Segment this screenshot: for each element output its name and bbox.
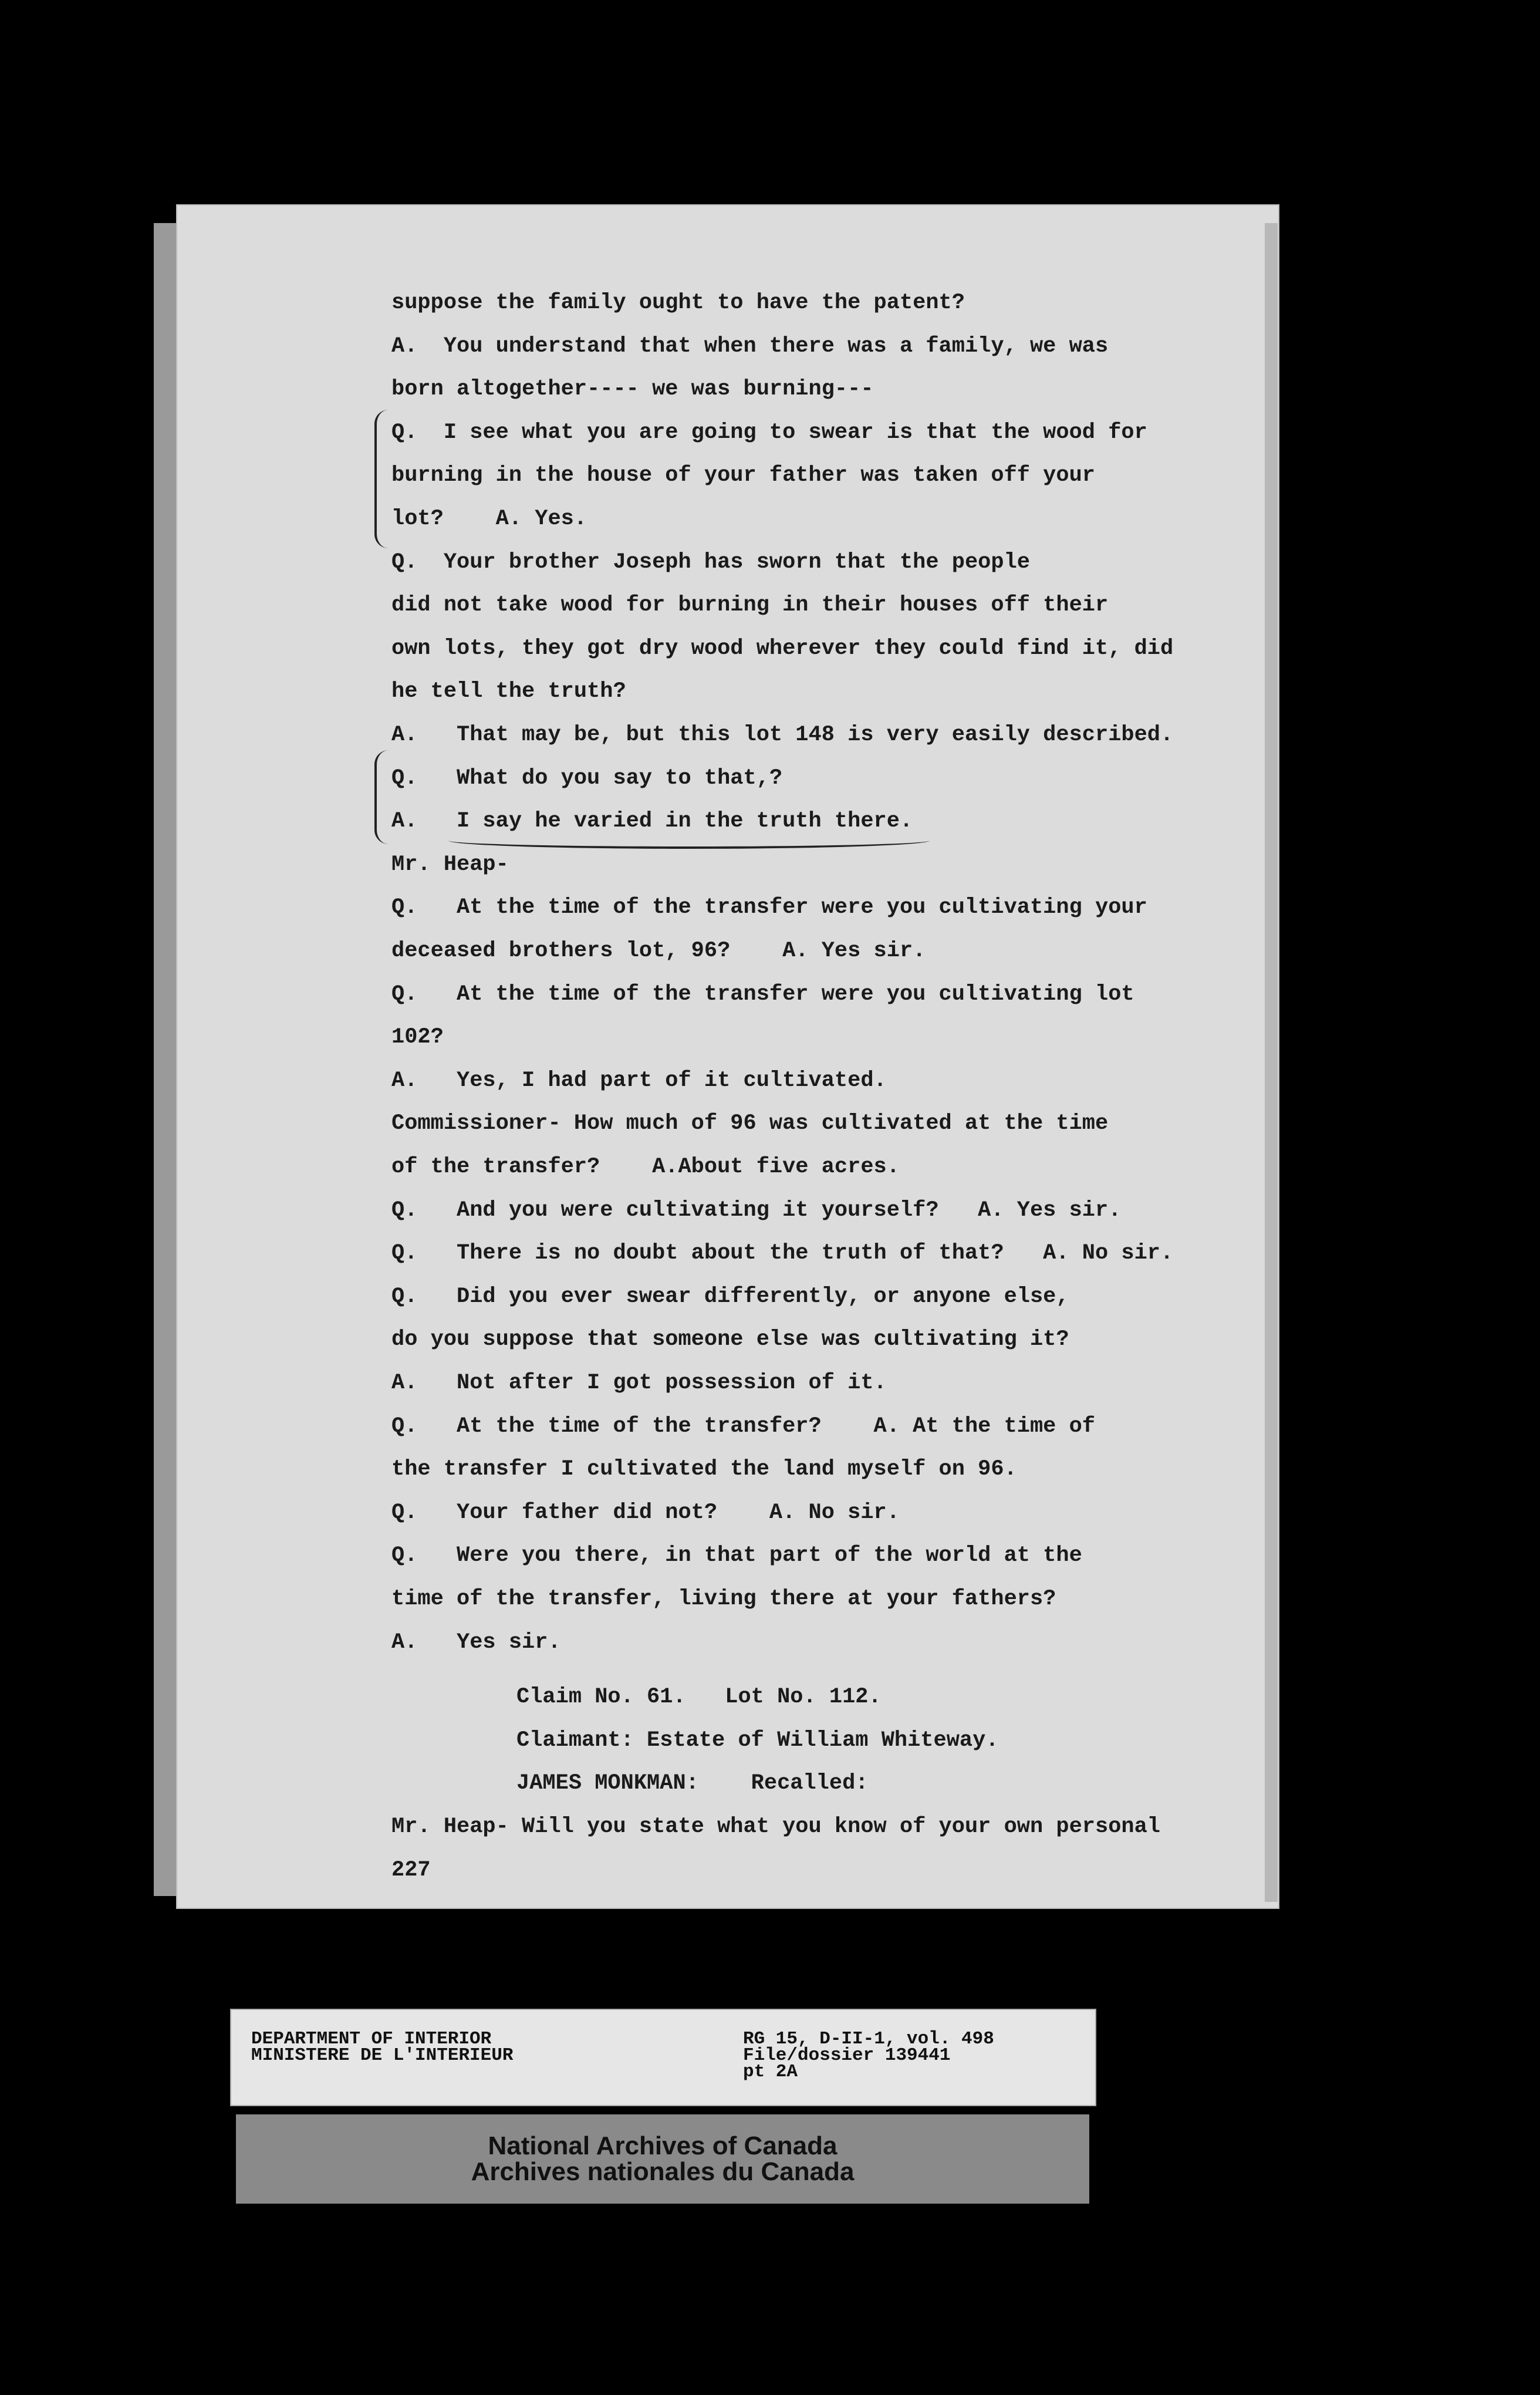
margin-bracket-1 [374, 410, 389, 548]
text-line: born altogether---- we was burning--- [391, 377, 874, 402]
document-page [177, 205, 1278, 1908]
text-line: the transfer I cultivated the land myself on 96. [391, 1457, 1017, 1482]
text-line: A. That may be, but this lot 148 is very easily described. [391, 723, 1174, 747]
text-line: deceased brothers lot, 96? A. Yes sir. [391, 939, 926, 963]
text-line: 102? [391, 1025, 444, 1050]
text-line: Commissioner- How much of 96 was cultivated at the time [391, 1111, 1109, 1136]
text-line: A. You understand that when there was a family, we was [391, 333, 1109, 359]
archive-banner [236, 2114, 1089, 2204]
archive-name-fr: Archives nationales du Canada [471, 2157, 855, 2186]
text-line: JAMES MONKMAN: Recalled: [516, 1771, 869, 1796]
text-line: A. Yes, I had part of it cultivated. [391, 1068, 887, 1093]
text-line: Q. At the time of the transfer were you cultivating lot [391, 981, 1134, 1007]
text-line: Q. Your brother Joseph has sworn that the people [391, 549, 1030, 575]
text-line: did not take wood for burning in their houses off their [391, 593, 1109, 618]
text-line: Q. What do you say to that,? [391, 765, 783, 791]
archive-name-en: National Archives of Canada [488, 2131, 837, 2160]
text-line: 227 [391, 1857, 431, 1883]
text-line: A. I say he varied in the truth there. [391, 809, 913, 834]
text-line: Q. At the time of the transfer were you cultivating your [391, 895, 1147, 920]
text-line: Mr. Heap- [391, 852, 509, 877]
text-line: Q. Did you ever swear differently, or anyone else, [391, 1284, 1069, 1309]
page-right-edge [1265, 223, 1278, 1902]
part-number: pt 2A [743, 2062, 798, 2082]
text-line: Q. Your father did not? A. No sir. [391, 1500, 900, 1525]
text-line: lot? A. Yes. [391, 507, 587, 531]
margin-bracket-2 [374, 750, 389, 844]
text-line: A. Not after I got possession of it. [391, 1371, 887, 1395]
text-line: Q. At the time of the transfer? A. At the time of [391, 1414, 1095, 1439]
text-line: he tell the truth? [391, 679, 626, 704]
department-fr: MINISTERE DE L'INTERIEUR [251, 2045, 514, 2066]
text-line: A. Yes sir. [391, 1630, 561, 1655]
text-line: suppose the family ought to have the patent? [391, 291, 965, 315]
handwritten-underline [448, 832, 930, 849]
text-line: Q. And you were cultivating it yourself? A. Yes sir. [391, 1198, 1122, 1223]
text-line: Claim No. 61. Lot No. 112. [516, 1685, 882, 1710]
file-number: File/dossier 139441 [743, 2045, 951, 2066]
record-group: RG 15, D-II-1, vol. 498 [743, 2029, 994, 2049]
text-line: do you suppose that someone else was cultivating it? [391, 1327, 1069, 1352]
text-line: Q. Were you there, in that part of the world at the [391, 1543, 1082, 1568]
text-line: Claimant: Estate of William Whiteway. [516, 1728, 999, 1753]
text-line: of the transfer? A.About five acres. [391, 1155, 900, 1179]
department-en: DEPARTMENT OF INTERIOR [251, 2029, 492, 2049]
text-line: Q. I see what you are going to swear is that the wood for [391, 420, 1147, 445]
text-line: burning in the house of your father was taken off your [391, 463, 1095, 488]
text-line: own lots, they got dry wood wherever they could find it, did [391, 636, 1174, 661]
text-line: Q. There is no doubt about the truth of that? A. No sir. [391, 1241, 1174, 1266]
text-line: Mr. Heap- Will you state what you know of your own personal [391, 1814, 1161, 1839]
archive-reference-label [230, 2009, 1096, 2106]
text-line: time of the transfer, living there at your fathers? [391, 1587, 1056, 1611]
